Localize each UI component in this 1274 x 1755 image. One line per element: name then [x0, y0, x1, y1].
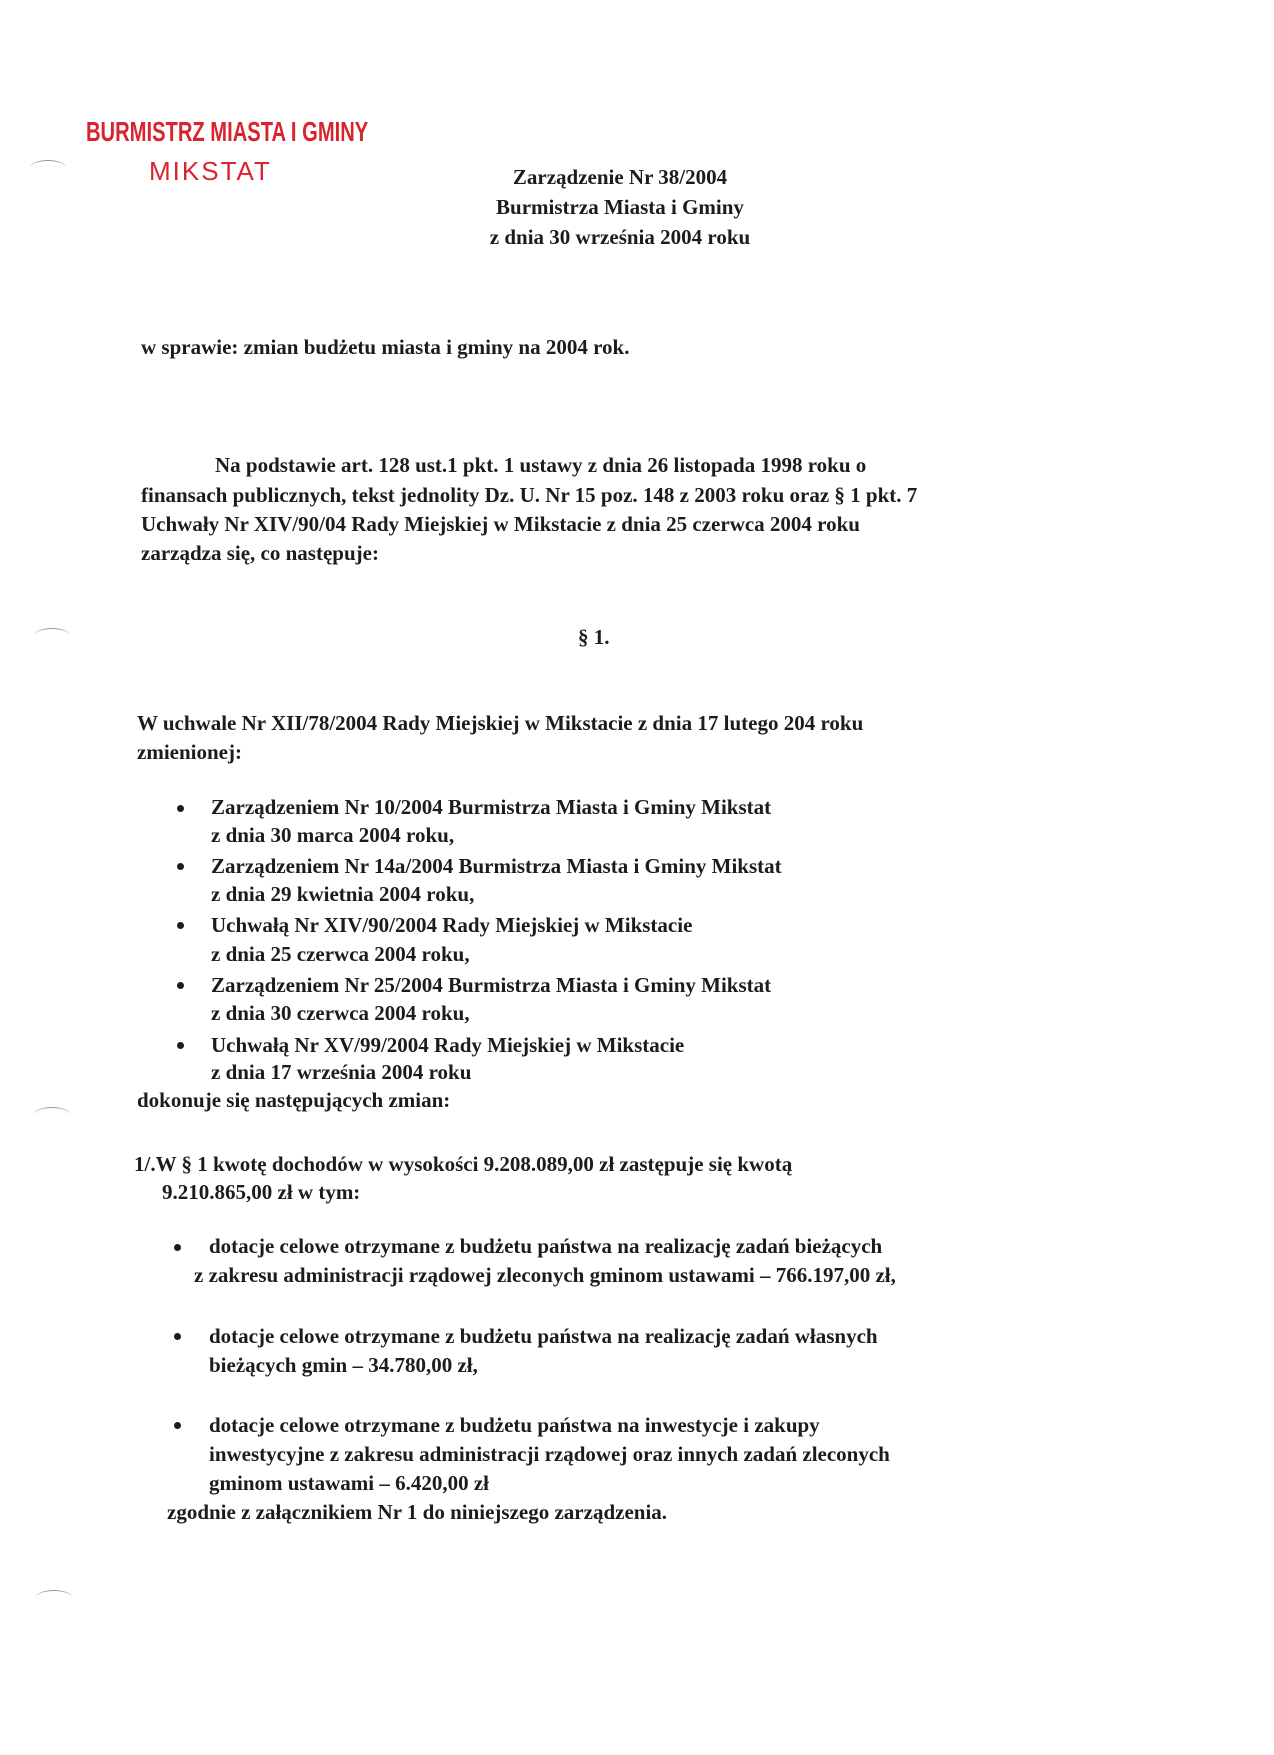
amendment-date: z dnia 30 marca 2004 roku,	[211, 823, 455, 847]
bullet-icon	[174, 1244, 181, 1251]
punch-hole-mark	[36, 1590, 72, 1605]
grant-line: z zakresu administracji rządowej zleconych gminom ustawami – 766.197,00 zł,	[194, 1263, 896, 1287]
bullet-icon	[177, 863, 184, 870]
preamble-line: Uchwały Nr XIV/90/04 Rady Miejskiej w Mikstacie z dnia 25 czerwca 2004 roku	[141, 512, 860, 536]
amendment-item: Zarządzeniem Nr 14a/2004 Burmistrza Miasta i Gminy Mikstat	[211, 854, 782, 878]
bullet-icon	[174, 1333, 181, 1340]
header-line-1: Zarządzenie Nr 38/2004	[512, 165, 728, 189]
punch-hole-mark	[30, 160, 66, 175]
intro-line: W uchwale Nr XII/78/2004 Rady Miejskiej w Mikstacie z dnia 17 lutego 204 roku	[137, 711, 864, 735]
grant-line: dotacje celowe otrzymane z budżetu państwa na inwestycje i zakupy	[209, 1413, 820, 1437]
bullet-icon	[174, 1422, 181, 1429]
preamble-line: zarządza się, co następuje:	[141, 541, 379, 565]
header-line-2: Burmistrza Miasta i Gminy	[496, 195, 744, 219]
amendment-item: Zarządzeniem Nr 10/2004 Burmistrza Miasta i Gminy Mikstat	[211, 795, 772, 819]
amendment-date: z dnia 29 kwietnia 2004 roku,	[211, 882, 475, 906]
intro-line: zmienionej:	[137, 740, 242, 764]
amendment-item: Uchwałą Nr XIV/90/2004 Rady Miejskiej w Mikstacie	[211, 913, 693, 937]
subject-line: w sprawie: zmian budżetu miasta i gminy na 2004 rok.	[141, 335, 630, 359]
amendment-date: z dnia 17 września 2004 roku	[211, 1060, 472, 1084]
preamble-line: Na podstawie art. 128 ust.1 pkt. 1 ustawy z dnia 26 listopada 1998 roku o	[215, 453, 867, 477]
grant-line: dotacje celowe otrzymane z budżetu państwa na realizację zadań własnych	[209, 1324, 878, 1348]
grant-line: gminom ustawami – 6.420,00 zł	[209, 1471, 489, 1495]
amendment-item: Zarządzeniem Nr 25/2004 Burmistrza Miasta i Gminy Mikstat	[211, 973, 772, 997]
bullet-icon	[177, 922, 184, 929]
bullet-icon	[177, 982, 184, 989]
preamble-line: finansach publicznych, tekst jednolity Dz. U. Nr 15 poz. 148 z 2003 roku oraz § 1 pkt. 7	[141, 483, 918, 507]
grant-line: dotacje celowe otrzymane z budżetu państwa na realizację zadań bieżących	[209, 1234, 883, 1258]
amendment-date: z dnia 30 czerwca 2004 roku,	[211, 1001, 470, 1025]
amendment-item: Uchwałą Nr XV/99/2004 Rady Miejskiej w Mikstacie	[211, 1033, 685, 1057]
point-1-line: 1/.W § 1 kwotę dochodów w wysokości 9.208.089,00 zł zastępuje się kwotą	[134, 1152, 793, 1176]
stamp-line-1: BURMISTRZ MIASTA I GMINY	[86, 116, 369, 147]
grant-line: bieżących gmin – 34.780,00 zł,	[209, 1353, 478, 1377]
point-1-line: 9.210.865,00 zł w tym:	[162, 1180, 361, 1204]
bullet-icon	[177, 805, 184, 812]
changes-intro: dokonuje się następujących zmian:	[137, 1088, 451, 1112]
bullet-icon	[177, 1042, 184, 1049]
amendment-date: z dnia 25 czerwca 2004 roku,	[211, 942, 470, 966]
section-heading: § 1.	[578, 625, 610, 649]
stamp-line-2: MIKSTAT	[149, 156, 272, 186]
closing-line: zgodnie z załącznikiem Nr 1 do niniejszego zarządzenia.	[167, 1500, 668, 1524]
punch-hole-mark	[34, 1107, 70, 1122]
punch-hole-mark	[34, 628, 70, 643]
grant-line: inwestycyjne z zakresu administracji rządowej oraz innych zadań zleconych	[209, 1442, 890, 1466]
header-line-3: z dnia 30 września 2004 roku	[489, 225, 751, 249]
